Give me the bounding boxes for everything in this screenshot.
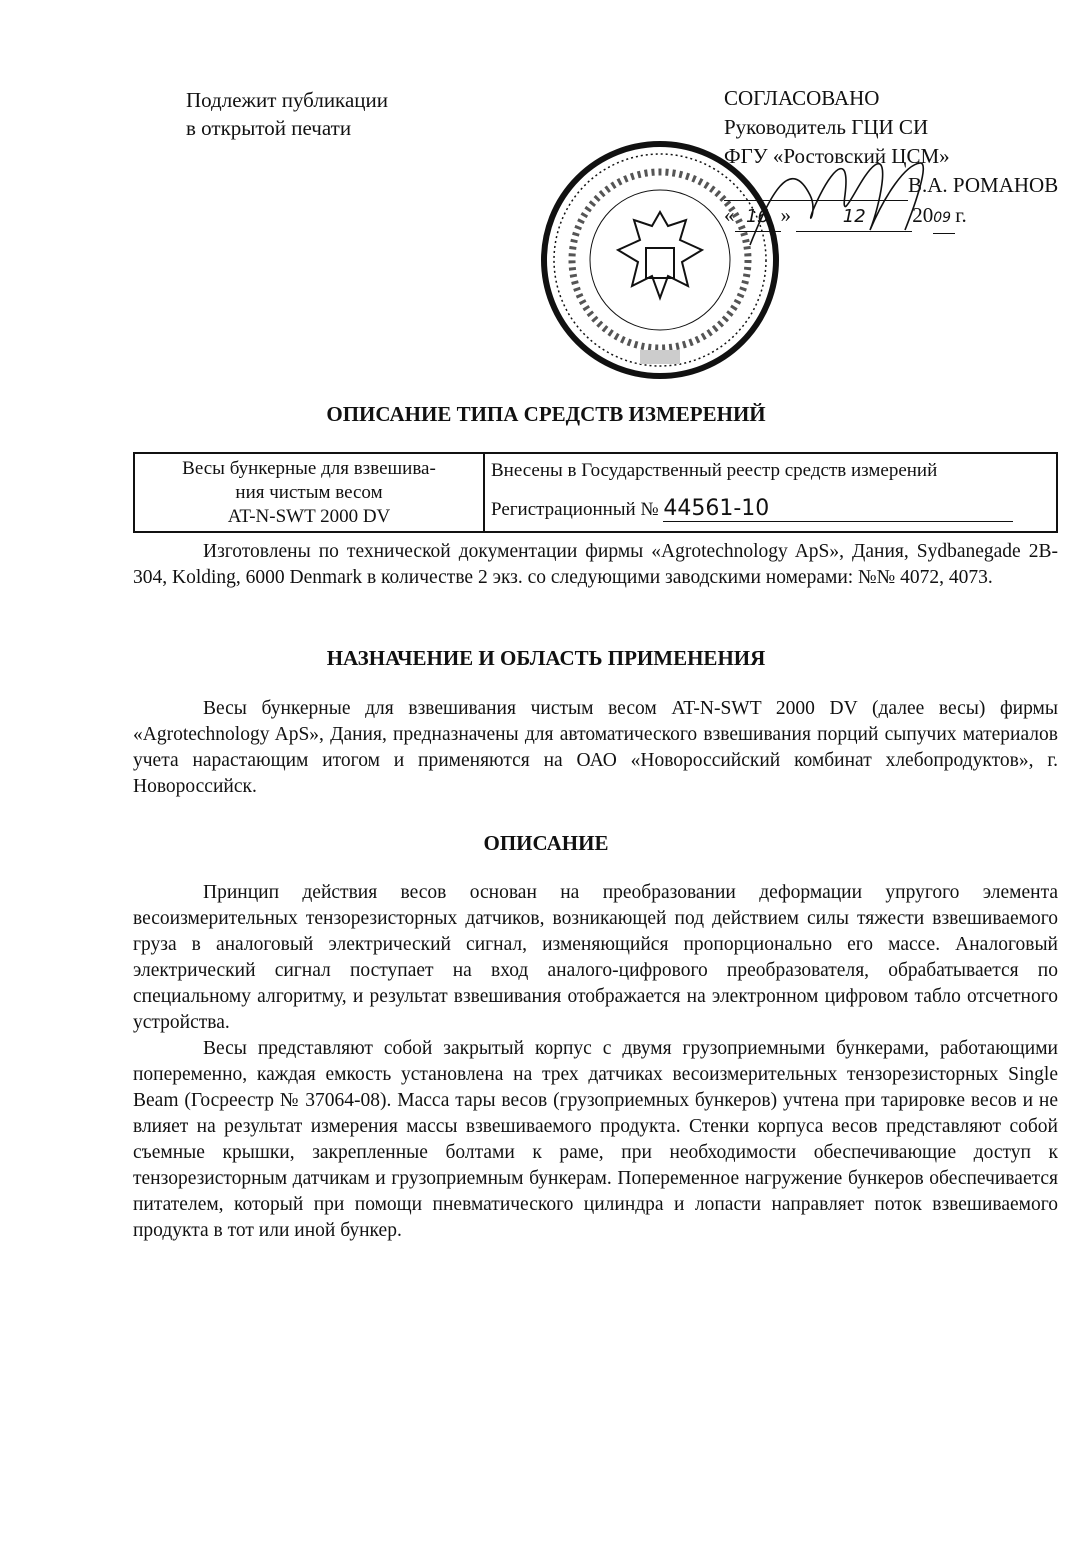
registration-cell [484, 493, 1057, 533]
instrument-name-line-2: ния чистым весом [235, 482, 383, 503]
date-year-prefix: 20 [912, 203, 934, 227]
section-heading-purpose: НАЗНАЧЕНИЕ И ОБЛАСТЬ ПРИМЕНЕНИЯ [326, 646, 766, 670]
registration-label: Регистрационный № [491, 498, 659, 520]
signature-icon [740, 135, 980, 255]
section-purpose-body [133, 696, 1058, 800]
date-unit: г. [955, 203, 967, 227]
date-month: 12 [796, 202, 912, 232]
approval-heading: СОГЛАСОВАНО [724, 86, 880, 110]
instrument-name-cell [134, 453, 484, 532]
manufacture-text: Изготовлены по технической документации фирмы «Agrotechnology ApS», Дания, Sydbanegade 2B-304, Kolding, 6000 Denmark в количестве 2 экз. со следующими заводскими номерами: №№ 4072, 4073. [133, 541, 1058, 588]
manufacture-paragraph [133, 539, 1058, 591]
approval-organization: ФГУ «Ростовский ЦСМ» [724, 144, 950, 168]
description-paragraph-1: Принцип действия весов основан на преобразовании деформации упругого элемента весоизмерительных тензорезисторных датчиков, возникающей под действием силы тяжести взвешиваемого груза в аналоговый электрический сигнал, изменяющийся пропорционально его массе. Аналоговый электрический сигнал поступает на вход аналого-цифрового преобразователя, обрабатывается по специальному алгоритму, и результат взвешивания отображается на электронном цифровом табло отсчетного устройства. [133, 882, 1058, 1033]
date-day: 16 [735, 202, 781, 232]
publication-note-line-2: в открытой печати [186, 116, 352, 140]
section-heading-description: ОПИСАНИЕ [483, 831, 609, 855]
description-paragraph-2: Весы представляют собой закрытый корпус с двумя грузоприемными бункерами, работающими попеременно, каждая емкость установлена на трех датчиках весоизмерительных тензорезисторных Single Beam (Госреестр № 37064-08). Масса тары весов (грузоприемных бункеров) учтена при тарировке весов и не влияет на результат измерения массы взвешиваемого продукта. Стенки корпуса весов представляют собой съемные крышки, закрепленные болтами к раме, при необходимости обеспечивающие доступ к тензорезисторным датчикам и грузоприемным бункерам. Попеременное нагружение бункеров обеспечивается питателем, который при помощи пневматического цилиндра и лопасти направляет поток взвешиваемого продукта в тот или иной бункер. [133, 1038, 1058, 1241]
approval-position: Руководитель ГЦИ СИ [724, 115, 929, 139]
registration-number: 44561-10 [663, 497, 1013, 522]
document-title: ОПИСАНИЕ ТИПА СРЕДСТВ ИЗМЕРЕНИЙ [326, 402, 766, 426]
publication-note [186, 86, 388, 142]
registry-table [133, 452, 1058, 533]
date-year-suffix: 09 [933, 204, 955, 234]
purpose-paragraph: Весы бункерные для взвешивания чистым весом AT-N-SWT 2000 DV (далее весы) фирмы «Agrotechnology ApS», Дания, предназначены для автоматического взвешивания порций сыпучих материалов учета нарастающим итогом и применяются на ОАО «Новороссийский комбинат хлебопродуктов», г. Новороссийск. [133, 698, 1058, 797]
section-description-body [133, 880, 1058, 1244]
signatory-name: В.А. РОМАНОВ [908, 173, 1059, 197]
registry-line: Внесены в Государственный реестр средств измерений [484, 453, 1057, 493]
instrument-model: AT-N-SWT 2000 DV [227, 506, 391, 527]
instrument-name-line-1: Весы бункерные для взвешива- [182, 458, 436, 479]
publication-note-line-1: Подлежит публикации [186, 88, 388, 112]
approval-date: « 16 » 12 2009 г. [724, 201, 1058, 234]
